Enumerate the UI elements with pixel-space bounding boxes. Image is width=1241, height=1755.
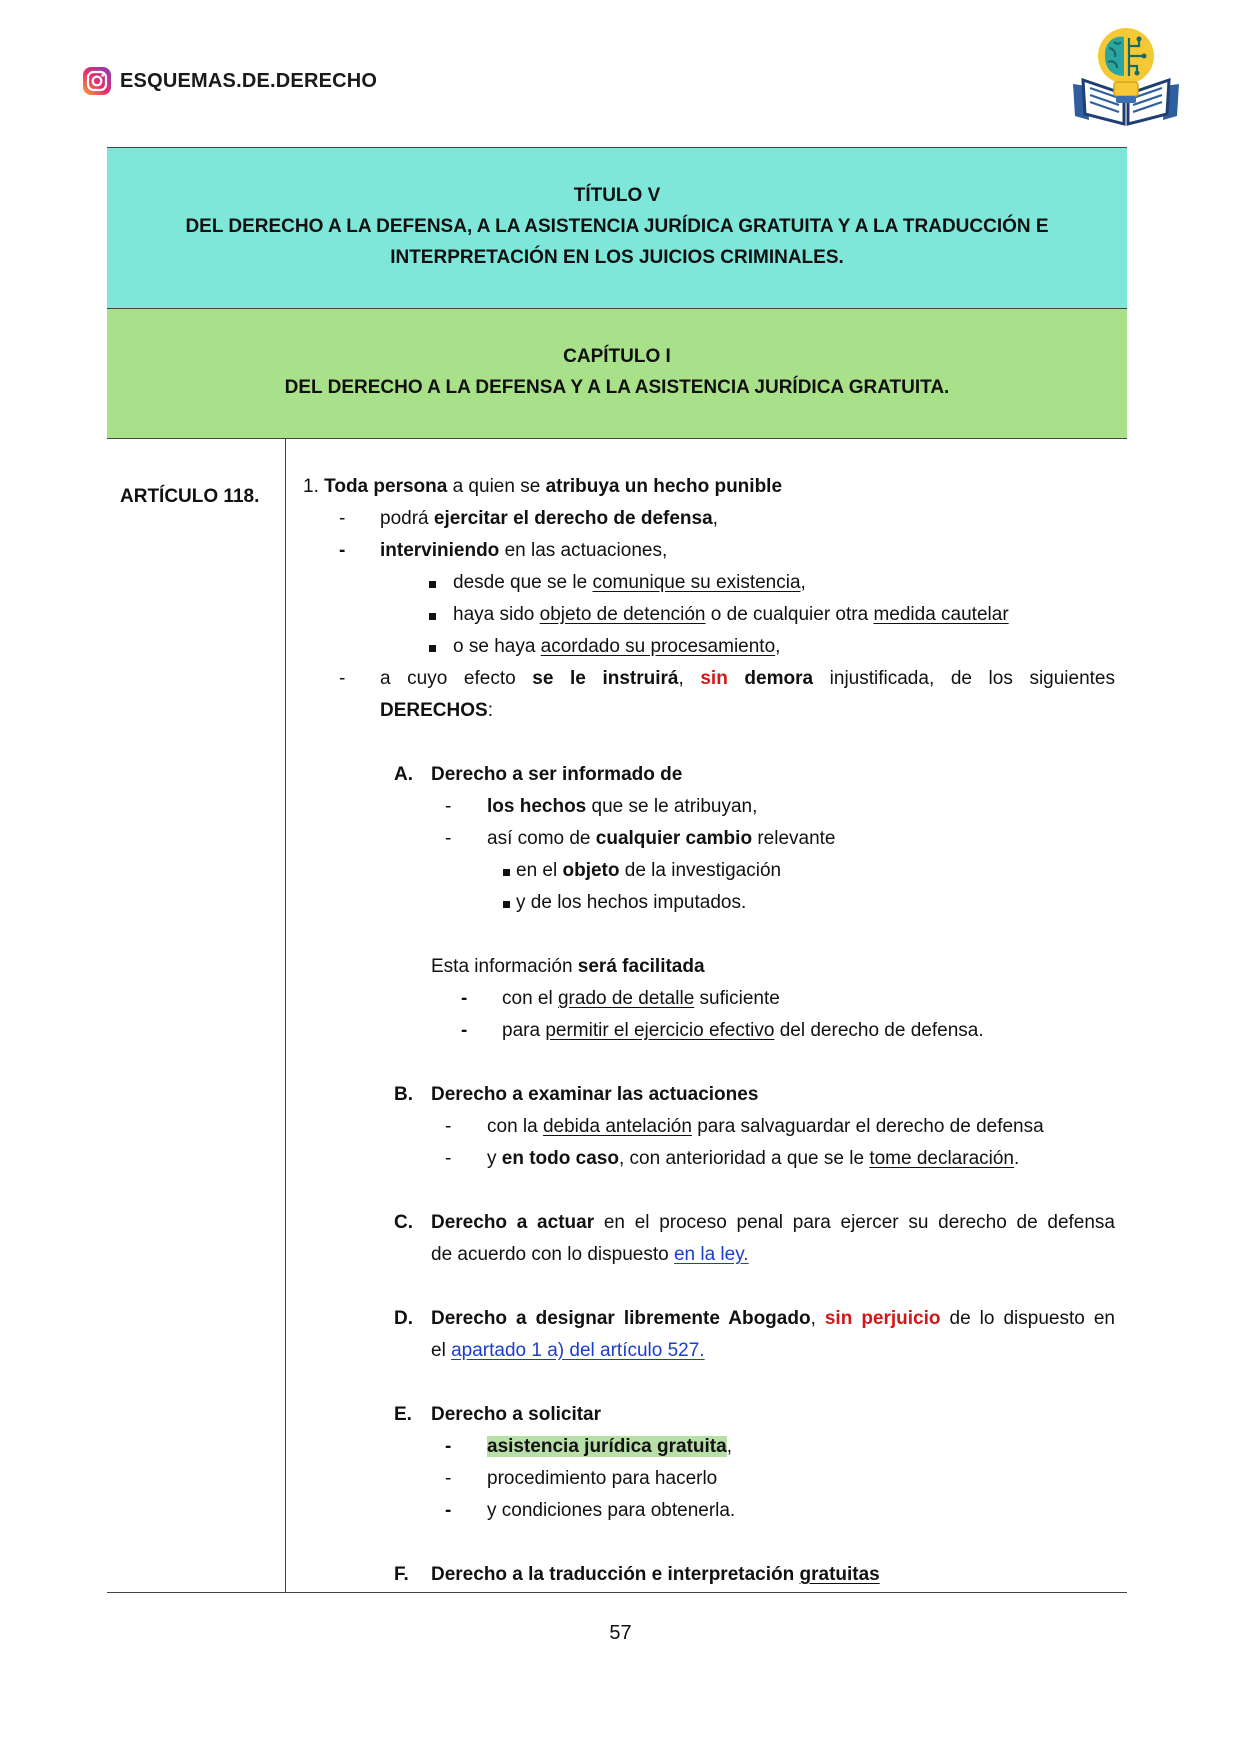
titulo-name-line2: INTERPRETACIÓN EN LOS JUICIOS CRIMINALES. bbox=[390, 247, 844, 268]
right-d-letter: D. bbox=[394, 1308, 413, 1329]
dash-marker: - bbox=[445, 1500, 452, 1521]
right-e-item-2: procedimiento para hacerlo bbox=[487, 1468, 718, 1489]
dash-item-3-line2: DERECHOS: bbox=[380, 700, 493, 721]
right-a-title: Derecho a ser informado de bbox=[431, 764, 683, 785]
brain-lightbulb-book-logo bbox=[1067, 24, 1185, 128]
right-a-letter: A. bbox=[394, 764, 413, 785]
right-b-title: Derecho a examinar las actuaciones bbox=[431, 1084, 759, 1105]
articulo-527-link[interactable]: apartado 1 a) del artículo 527. bbox=[451, 1340, 705, 1361]
capitulo-header bbox=[107, 309, 1127, 439]
highlighted-term: asistencia jurídica gratuita bbox=[487, 1436, 727, 1457]
right-a-note-item-1: con el grado de detalle suficiente bbox=[502, 988, 780, 1009]
right-b-item-2: y en todo caso, con anterioridad a que se le tome declaración. bbox=[487, 1148, 1020, 1169]
right-a-item-2: así como de cualquier cambio relevante bbox=[487, 828, 836, 849]
dash-marker: - bbox=[445, 1148, 452, 1169]
column-divider bbox=[285, 439, 286, 1592]
dash-marker: - bbox=[461, 1020, 468, 1041]
dash-marker: - bbox=[445, 1116, 452, 1137]
right-a-subitem-1: en el objeto de la investigación bbox=[516, 860, 782, 881]
square-bullet bbox=[503, 858, 510, 884]
right-a-note-item-2: para permitir el ejercicio efectivo del derecho de defensa. bbox=[502, 1020, 984, 1041]
right-b-item-1: con la debida antelación para salvaguardar el derecho de defensa bbox=[487, 1116, 1044, 1137]
right-f-title: Derecho a la traducción e interpretación gratuitas bbox=[431, 1564, 880, 1585]
dash-marker: - bbox=[445, 828, 452, 849]
right-e-letter: E. bbox=[394, 1404, 412, 1425]
dash-marker: - bbox=[445, 1436, 452, 1457]
square-bullet bbox=[429, 570, 436, 596]
article-table bbox=[107, 147, 1127, 1585]
dash-marker: - bbox=[339, 540, 346, 561]
brand bbox=[82, 66, 377, 96]
right-a-subitem-2: y de los hechos imputados. bbox=[516, 892, 747, 913]
right-d-line1: Derecho a designar libremente Abogado, sin perjuicio de lo dispuesto en bbox=[431, 1308, 1115, 1329]
brand-name: ESQUEMAS.DE.DERECHO bbox=[120, 69, 378, 92]
intro-line: 1. Toda persona a quien se atribuya un hecho punible bbox=[303, 476, 783, 497]
article-label: ARTÍCULO 118. bbox=[120, 486, 260, 507]
square-bullet bbox=[429, 634, 436, 660]
right-e-item-1: asistencia jurídica gratuita, bbox=[487, 1436, 732, 1457]
capitulo-number: CAPÍTULO I bbox=[563, 346, 671, 367]
ley-link[interactable]: en la ley. bbox=[673, 1244, 749, 1265]
article-row bbox=[107, 439, 1127, 1593]
right-a-item-1: los hechos que se le atribuyan, bbox=[487, 796, 758, 817]
dash-marker: - bbox=[461, 988, 468, 1009]
bullet-item-1: desde que se le comunique su existencia, bbox=[453, 572, 806, 593]
dash-marker: - bbox=[339, 668, 346, 689]
right-b-letter: B. bbox=[394, 1084, 413, 1105]
dash-item-3-line1: a cuyo efecto se le instruirá, sin demora injustificada, de los siguientes bbox=[380, 668, 1116, 689]
bullet-item-3: o se haya acordado su procesamiento, bbox=[453, 636, 781, 657]
right-d-line2: el apartado 1 a) del artículo 527. bbox=[431, 1340, 705, 1361]
right-c-letter: C. bbox=[394, 1212, 413, 1233]
titulo-number: TÍTULO V bbox=[573, 185, 661, 206]
right-a-note: Esta información será facilitada bbox=[431, 956, 705, 977]
dash-item-1: podrá ejercitar el derecho de defensa, bbox=[380, 508, 718, 529]
right-f-letter: F. bbox=[394, 1564, 409, 1585]
square-bullet bbox=[429, 602, 436, 628]
right-c-line1: Derecho a actuar en el proceso penal para ejercer su derecho de defensa bbox=[431, 1212, 1115, 1233]
bullet-item-2: haya sido objeto de detención o de cualquier otra medida cautelar bbox=[453, 604, 1009, 625]
dash-marker: - bbox=[445, 796, 452, 817]
capitulo-name: DEL DERECHO A LA DEFENSA Y A LA ASISTENCIA JURÍDICA GRATUITA. bbox=[284, 377, 950, 398]
titulo-header bbox=[107, 147, 1127, 309]
dash-item-2: interviniendo en las actuaciones, bbox=[380, 540, 668, 561]
right-e-title: Derecho a solicitar bbox=[431, 1404, 602, 1425]
right-e-item-3: y condiciones para obtenerla. bbox=[487, 1500, 736, 1521]
right-c-line2: de acuerdo con lo dispuesto en la ley. bbox=[431, 1244, 749, 1265]
page-number: 57 bbox=[609, 1622, 632, 1644]
instagram-icon bbox=[82, 66, 112, 96]
square-bullet bbox=[503, 890, 510, 916]
dash-marker: - bbox=[339, 508, 346, 529]
dash-marker: - bbox=[445, 1468, 452, 1489]
titulo-name-line1: DEL DERECHO A LA DEFENSA, A LA ASISTENCIA JURÍDICA GRATUITA Y A LA TRADUCCIÓN E bbox=[185, 216, 1049, 237]
